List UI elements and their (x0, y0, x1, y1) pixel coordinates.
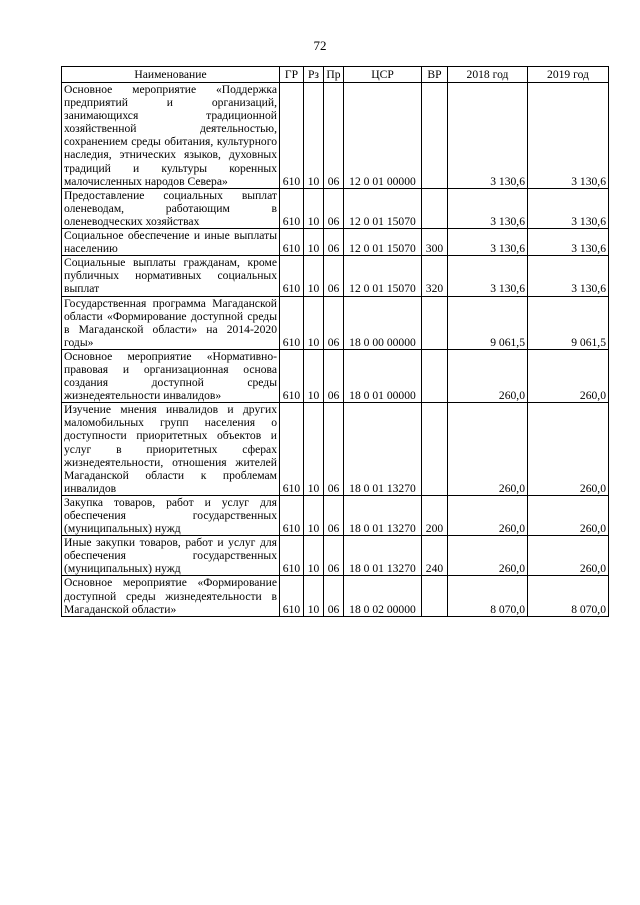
row-gr: 610 (280, 349, 304, 402)
row-2019: 3 130,6 (528, 83, 609, 189)
row-name: Иные закупки товаров, работ и услуг для обеспечения государственных (муниципальных) нужд (62, 536, 280, 576)
header-vr: ВР (422, 67, 448, 83)
row-pr: 06 (324, 256, 344, 296)
row-pr: 06 (324, 403, 344, 496)
row-2019: 260,0 (528, 495, 609, 535)
row-rz: 10 (304, 256, 324, 296)
row-rz: 10 (304, 403, 324, 496)
row-csr: 12 0 01 15070 (344, 256, 422, 296)
row-gr: 610 (280, 576, 304, 616)
header-name: Наименование (62, 67, 280, 83)
row-csr: 18 0 00 00000 (344, 296, 422, 349)
row-pr: 06 (324, 296, 344, 349)
row-pr: 06 (324, 229, 344, 256)
header-csr: ЦСР (344, 67, 422, 83)
table-row (62, 229, 609, 256)
row-pr: 06 (324, 188, 344, 228)
row-rz: 10 (304, 576, 324, 616)
row-vr (422, 83, 448, 189)
row-2018: 3 130,6 (448, 229, 528, 256)
row-vr (422, 576, 448, 616)
table-row (62, 576, 609, 616)
row-2018: 3 130,6 (448, 83, 528, 189)
row-pr: 06 (324, 576, 344, 616)
table-row (62, 296, 609, 349)
row-vr: 240 (422, 536, 448, 576)
row-csr: 12 0 01 00000 (344, 83, 422, 189)
row-rz: 10 (304, 229, 324, 256)
row-2019: 3 130,6 (528, 256, 609, 296)
row-csr: 18 0 01 13270 (344, 403, 422, 496)
table-row (62, 349, 609, 402)
row-2019: 260,0 (528, 349, 609, 402)
row-2019: 3 130,6 (528, 229, 609, 256)
row-gr: 610 (280, 296, 304, 349)
header-gr: ГР (280, 67, 304, 83)
row-pr: 06 (324, 536, 344, 576)
row-pr: 06 (324, 83, 344, 189)
row-vr (422, 403, 448, 496)
row-2019: 260,0 (528, 536, 609, 576)
row-gr: 610 (280, 403, 304, 496)
header-pr: Пр (324, 67, 344, 83)
row-vr: 300 (422, 229, 448, 256)
row-2018: 260,0 (448, 349, 528, 402)
row-name: Предоставление социальных выплат оленеводам, работающим в оленеводческих хозяйствах (62, 188, 280, 228)
row-2018: 260,0 (448, 536, 528, 576)
row-vr: 320 (422, 256, 448, 296)
row-name: Основное мероприятие «Формирование доступной среды жизнедеятельности в Магаданской области» (62, 576, 280, 616)
table-row (62, 256, 609, 296)
row-name: Государственная программа Магаданской области «Формирование доступной среды в Магаданской области» на 2014-2020 годы» (62, 296, 280, 349)
row-gr: 610 (280, 256, 304, 296)
row-2018: 260,0 (448, 403, 528, 496)
row-rz: 10 (304, 83, 324, 189)
row-vr: 200 (422, 495, 448, 535)
row-2019: 8 070,0 (528, 576, 609, 616)
row-name: Социальные выплаты гражданам, кроме публичных нормативных социальных выплат (62, 256, 280, 296)
row-vr (422, 188, 448, 228)
row-2018: 3 130,6 (448, 188, 528, 228)
row-csr: 18 0 01 13270 (344, 495, 422, 535)
header-2018: 2018 год (448, 67, 528, 83)
row-csr: 18 0 02 00000 (344, 576, 422, 616)
row-2018: 8 070,0 (448, 576, 528, 616)
row-name: Изучение мнения инвалидов и других маломобильных групп населения о доступности приоритетных объектов и услуг в приоритетных сферах жизнедеятельности, отношения жителей Магаданской области к проблемам инвалидов (62, 403, 280, 496)
row-name: Социальное обеспечение и иные выплаты населению (62, 229, 280, 256)
row-csr: 18 0 01 13270 (344, 536, 422, 576)
page-number: 72 (313, 38, 327, 53)
row-name: Основное мероприятие «Поддержка предприятий и организаций, занимающихся традиционной хозяйственной деятельностью, сохранением среды обитания, культурного наследия, этнических языков, духовных традиций и культуры коренных малочисленных народов Севера» (62, 83, 280, 189)
row-gr: 610 (280, 229, 304, 256)
row-pr: 06 (324, 495, 344, 535)
row-rz: 10 (304, 296, 324, 349)
row-vr (422, 349, 448, 402)
row-2018: 260,0 (448, 495, 528, 535)
row-2019: 3 130,6 (528, 188, 609, 228)
row-2018: 3 130,6 (448, 256, 528, 296)
table-row (62, 83, 609, 189)
row-gr: 610 (280, 495, 304, 535)
row-2019: 9 061,5 (528, 296, 609, 349)
header-rz: Рз (304, 67, 324, 83)
row-2018: 9 061,5 (448, 296, 528, 349)
row-vr (422, 296, 448, 349)
row-2019: 260,0 (528, 403, 609, 496)
row-rz: 10 (304, 188, 324, 228)
row-name: Основное мероприятие «Нормативно-правовая и организационная основа создания доступной среды жизнедеятельности инвалидов» (62, 349, 280, 402)
row-rz: 10 (304, 495, 324, 535)
table-row (62, 495, 609, 535)
table-row (62, 403, 609, 496)
row-csr: 12 0 01 15070 (344, 229, 422, 256)
table-header-row (62, 67, 609, 83)
row-rz: 10 (304, 536, 324, 576)
row-csr: 18 0 01 00000 (344, 349, 422, 402)
budget-table (61, 66, 609, 617)
table-row (62, 188, 609, 228)
row-csr: 12 0 01 15070 (344, 188, 422, 228)
header-2019: 2019 год (528, 67, 609, 83)
row-name: Закупка товаров, работ и услуг для обеспечения государственных (муниципальных) нужд (62, 495, 280, 535)
table-row (62, 536, 609, 576)
row-gr: 610 (280, 83, 304, 189)
row-gr: 610 (280, 188, 304, 228)
row-gr: 610 (280, 536, 304, 576)
row-pr: 06 (324, 349, 344, 402)
row-rz: 10 (304, 349, 324, 402)
